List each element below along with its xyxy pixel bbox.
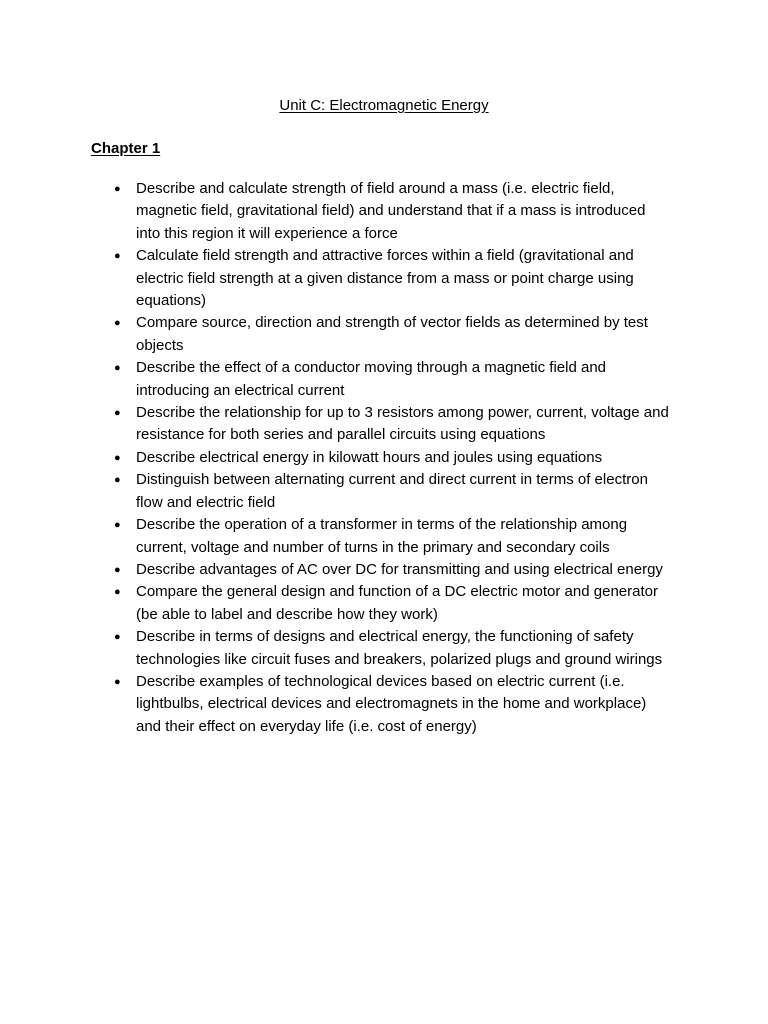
list-item <box>112 178 672 245</box>
list-item-text: Describe the relationship for up to 3 resistors among power, current, voltage and resistance for both series and parallel circuits using equations <box>136 404 669 444</box>
bullet-icon: ● <box>114 474 121 487</box>
chapter-heading: Chapter 1 <box>91 140 161 157</box>
bullet-icon: ● <box>114 250 121 263</box>
bullet-icon: ● <box>114 317 121 330</box>
list-item <box>112 514 672 559</box>
bullet-icon: ● <box>114 451 121 464</box>
list-item <box>112 671 672 738</box>
list-item <box>112 469 672 514</box>
bullet-icon: ● <box>114 631 121 644</box>
bullet-icon: ● <box>114 586 121 599</box>
list-item <box>112 626 672 671</box>
list-item-text: Describe in terms of designs and electrical energy, the functioning of safety technologies like circuit fuses and breakers, polarized plugs and ground wirings <box>136 628 663 668</box>
bullet-icon: ● <box>114 675 121 688</box>
list-item <box>112 402 672 447</box>
bullet-icon: ● <box>114 563 121 576</box>
list-item-text: Compare the general design and function of a DC electric motor and generator (be able to label and describe how they work) <box>136 583 658 623</box>
list-item-text: Describe electrical energy in kilowatt hours and joules using equations <box>136 448 603 466</box>
document-title: Unit C: Electromagnetic Energy <box>279 97 489 114</box>
list-item <box>112 357 672 402</box>
list-item-text: Describe examples of technological devices based on electric current (i.e. lightbulbs, electrical devices and electromagnets in the home and workplace) and their effect on everyday life (i.e. cost of energy) <box>136 672 647 735</box>
bullet-icon: ● <box>114 183 121 195</box>
list-item-text: Describe advantages of AC over DC for transmitting and using electrical energy <box>136 560 663 578</box>
list-item-text: Describe and calculate strength of field around a mass (i.e. electric field, magnetic field, gravitational field) and understand that if a mass is introduced into this region it will experience a force <box>136 180 646 242</box>
list-item <box>112 559 672 581</box>
list-item-text: Distinguish between alternating current and direct current in terms of electron flow and electric field <box>136 471 648 511</box>
bullet-icon: ● <box>114 519 121 532</box>
list-item <box>112 581 672 626</box>
list-item <box>112 312 672 357</box>
list-item <box>112 245 672 312</box>
list-item <box>112 447 672 469</box>
bullet-list <box>112 178 672 738</box>
bullet-icon: ● <box>114 407 121 420</box>
list-item-text: Calculate field strength and attractive forces within a field (gravitational and electric field strength at a given distance from a mass or point charge using equations) <box>136 247 634 310</box>
list-item-text: Describe the effect of a conductor moving through a magnetic field and introducing an electrical current <box>136 359 607 399</box>
bullet-icon: ● <box>114 362 121 375</box>
list-item-text: Compare source, direction and strength of vector fields as determined by test objects <box>136 314 648 354</box>
list-item-text: Describe the operation of a transformer in terms of the relationship among current, voltage and number of turns in the primary and secondary coils <box>136 516 628 556</box>
